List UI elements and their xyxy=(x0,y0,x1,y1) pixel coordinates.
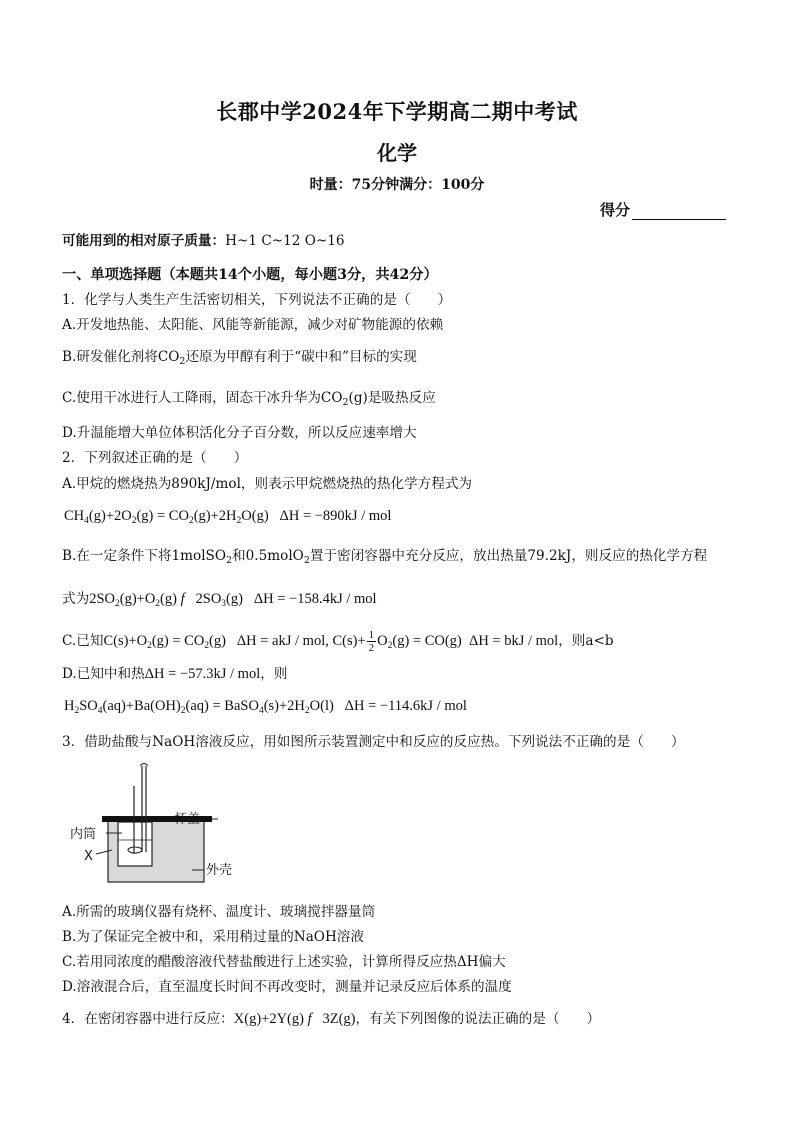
score-blank[interactable] xyxy=(632,204,726,220)
score-label: 得分 xyxy=(600,201,631,219)
fraction-one-half: $\frac{1}{2}$ xyxy=(368,629,375,654)
q1-option-c: C.使用干冰进行人工降雨，固态干冰升华为$CO_2(g)$是吸热反应 xyxy=(62,390,436,408)
q1-option-d: D.升温能增大单位体积活化分子百分数，所以反应速率增大 xyxy=(62,425,417,441)
q2-option-d-text: D.已知中和热ΔH = −57.3kJ / mol，则 xyxy=(62,666,288,682)
atomic-masses-label: 可能用到的相对原子质量： xyxy=(62,233,226,249)
q3-option-a: A.所需的玻璃仪器有烧杯、温度计、玻璃搅拌器量筒 xyxy=(62,904,376,920)
q2-option-a-text: A.甲烷的燃烧热为890kJ/mol，则表示甲烷燃烧热的热化学方程式为 xyxy=(62,476,473,492)
q2-option-a-equation: $CH_4(g)+2O_2(g) = CO_2(g)+2H_2O(g) \Delta H = -890kJ$ / mol xyxy=(64,508,392,526)
calorimeter-diagram xyxy=(68,760,233,888)
q2-option-b-line1: B.在一定条件下将1molSO$_2$和0.5molO$_2$置于密闭容器中充分反应，放出热量79.2kJ，则反应的热化学方程 xyxy=(62,548,708,566)
label-outer-shell: 外壳 xyxy=(206,863,233,878)
label-x: X xyxy=(84,849,93,864)
q2-option-c: C.已知$C(s)+O_2(g) = CO_2(g) \Delta H$ = akJ / mol, C(s)+ $\frac{1}{2}$ $O_2(g) = CO(g) \Delta H$ = bkJ / mol，则a<b xyxy=(62,629,614,654)
subject-title: 化学 xyxy=(377,141,417,165)
q2-option-b-line2: 式为$2SO_2(g)+O_2(g)$ f $2SO_3(g) \Delta H = -158.4kJ$ / mol xyxy=(62,591,377,609)
q3-option-d: D.溶液混合后，直至温度长时间不再改变时，测量并记录反应后体系的温度 xyxy=(62,979,512,995)
q1-option-b: B.研发催化剂将$CO_2$还原为甲醇有利于“碳中和”目标的实现 xyxy=(62,349,417,367)
q1-stem: 1．化学与人类生产生活密切相关，下列说法不正确的是（ ） xyxy=(62,292,452,308)
label-lid: 杯盖 xyxy=(174,812,201,827)
score-field[interactable] xyxy=(600,199,726,220)
exam-info: 时量：75分钟满分：100分 xyxy=(309,177,485,193)
q1-option-a: A.开发地热能、太阳能、风能等新能源，减少对矿物能源的依赖 xyxy=(62,317,444,333)
q3-stem: 3．借助盐酸与NaOH溶液反应，用如图所示装置测定中和反应的反应热。下列说法不正确的是（ ） xyxy=(62,734,685,750)
label-inner-cup: 内筒 xyxy=(70,827,97,842)
exam-title: 长郡中学2024年下学期高二期中考试 xyxy=(216,99,578,124)
section-title: 一、单项选择题（本题共14个小题，每小题3分，共42分） xyxy=(62,267,438,283)
q3-option-c: C.若用同浓度的醋酸溶液代替盐酸进行上述实验，计算所得反应热ΔH偏大 xyxy=(62,954,506,970)
q4-stem: 4．在密闭容器中进行反应：X(g)+2Y(g) f 3Z(g)，有关下列图像的说法正确的是（ ） xyxy=(62,1011,601,1027)
inner-cup xyxy=(118,822,152,866)
atomic-masses-values: H~1 C~12 O~16 xyxy=(225,233,345,249)
q2-option-d-equation: $H_2SO_4(aq)+Ba(OH)_2(aq)$ = $BaSO_4(s)+2H_2O(l) \Delta H = -114.6kJ$ / mol xyxy=(64,698,467,716)
q2-stem: 2．下列叙述正确的是（ ） xyxy=(62,450,248,466)
q3-option-b: B.为了保证完全被中和，采用稍过量的NaOH溶液 xyxy=(62,929,364,945)
atomic-masses xyxy=(62,232,345,250)
